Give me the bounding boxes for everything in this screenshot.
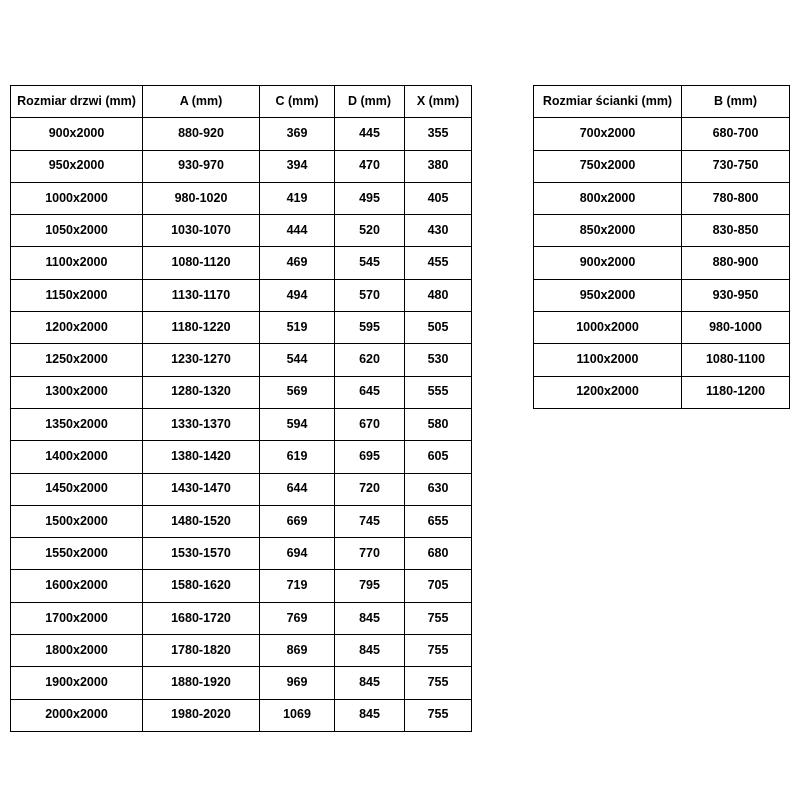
cell-door-size: 1550x2000 [11, 538, 143, 570]
cell-a: 1780-1820 [143, 635, 260, 667]
cell-a: 1280-1320 [143, 376, 260, 408]
table-row [11, 699, 472, 731]
cell-d: 445 [335, 118, 405, 150]
cell-a: 1230-1270 [143, 344, 260, 376]
cell-d: 745 [335, 505, 405, 537]
cell-a: 1130-1170 [143, 279, 260, 311]
column-header-c: C (mm) [260, 86, 335, 118]
cell-a: 880-920 [143, 118, 260, 150]
table-row [534, 279, 790, 311]
table-header-row [11, 86, 472, 118]
cell-b: 680-700 [682, 118, 790, 150]
cell-door-size: 1450x2000 [11, 473, 143, 505]
cell-c: 619 [260, 441, 335, 473]
cell-d: 670 [335, 408, 405, 440]
cell-c: 969 [260, 667, 335, 699]
cell-b: 1180-1200 [682, 376, 790, 408]
table-row [11, 182, 472, 214]
cell-b: 880-900 [682, 247, 790, 279]
column-header-d: D (mm) [335, 86, 405, 118]
table-row [534, 118, 790, 150]
cell-wall-size: 700x2000 [534, 118, 682, 150]
cell-x: 530 [405, 344, 472, 376]
cell-wall-size: 950x2000 [534, 279, 682, 311]
cell-a: 930-970 [143, 150, 260, 182]
cell-wall-size: 800x2000 [534, 182, 682, 214]
cell-b: 930-950 [682, 279, 790, 311]
cell-d: 795 [335, 570, 405, 602]
cell-x: 380 [405, 150, 472, 182]
cell-c: 669 [260, 505, 335, 537]
table-row [11, 441, 472, 473]
cell-a: 1480-1520 [143, 505, 260, 537]
cell-x: 655 [405, 505, 472, 537]
table-row [11, 312, 472, 344]
cell-door-size: 2000x2000 [11, 699, 143, 731]
cell-door-size: 1150x2000 [11, 279, 143, 311]
cell-x: 580 [405, 408, 472, 440]
cell-door-size: 1250x2000 [11, 344, 143, 376]
cell-wall-size: 1200x2000 [534, 376, 682, 408]
cell-d: 495 [335, 182, 405, 214]
cell-x: 755 [405, 635, 472, 667]
cell-d: 570 [335, 279, 405, 311]
cell-c: 644 [260, 473, 335, 505]
cell-wall-size: 850x2000 [534, 215, 682, 247]
cell-d: 520 [335, 215, 405, 247]
table-row [11, 344, 472, 376]
cell-c: 694 [260, 538, 335, 570]
cell-d: 595 [335, 312, 405, 344]
cell-b: 780-800 [682, 182, 790, 214]
cell-door-size: 1100x2000 [11, 247, 143, 279]
table-row [534, 344, 790, 376]
column-header-door-size: Rozmiar drzwi (mm) [11, 86, 143, 118]
cell-d: 470 [335, 150, 405, 182]
table-row [11, 150, 472, 182]
cell-x: 755 [405, 602, 472, 634]
cell-c: 569 [260, 376, 335, 408]
table-row [11, 247, 472, 279]
cell-x: 630 [405, 473, 472, 505]
table-header-row [534, 86, 790, 118]
cell-d: 770 [335, 538, 405, 570]
cell-x: 355 [405, 118, 472, 150]
table-row [11, 376, 472, 408]
cell-d: 620 [335, 344, 405, 376]
cell-wall-size: 1100x2000 [534, 344, 682, 376]
cell-d: 695 [335, 441, 405, 473]
wall-sizes-table-body [534, 118, 790, 409]
cell-x: 605 [405, 441, 472, 473]
table-row [11, 602, 472, 634]
wall-sizes-table [533, 85, 790, 409]
cell-c: 1069 [260, 699, 335, 731]
table-row [11, 408, 472, 440]
cell-a: 1680-1720 [143, 602, 260, 634]
cell-door-size: 950x2000 [11, 150, 143, 182]
cell-door-size: 1050x2000 [11, 215, 143, 247]
wall-sizes-table-container [533, 85, 790, 409]
cell-d: 645 [335, 376, 405, 408]
cell-d: 720 [335, 473, 405, 505]
cell-b: 830-850 [682, 215, 790, 247]
door-sizes-table [10, 85, 472, 732]
cell-c: 394 [260, 150, 335, 182]
table-row [534, 312, 790, 344]
cell-x: 555 [405, 376, 472, 408]
cell-x: 755 [405, 667, 472, 699]
cell-b: 980-1000 [682, 312, 790, 344]
table-row [534, 182, 790, 214]
table-row [534, 247, 790, 279]
cell-a: 1330-1370 [143, 408, 260, 440]
cell-c: 719 [260, 570, 335, 602]
table-row [11, 118, 472, 150]
cell-door-size: 1350x2000 [11, 408, 143, 440]
table-row [534, 150, 790, 182]
cell-x: 455 [405, 247, 472, 279]
column-header-wall-size: Rozmiar ścianki (mm) [534, 86, 682, 118]
cell-d: 845 [335, 635, 405, 667]
cell-d: 845 [335, 667, 405, 699]
door-sizes-table-body [11, 118, 472, 732]
cell-d: 845 [335, 602, 405, 634]
cell-a: 1530-1570 [143, 538, 260, 570]
table-row [534, 215, 790, 247]
cell-door-size: 1300x2000 [11, 376, 143, 408]
cell-door-size: 1000x2000 [11, 182, 143, 214]
cell-c: 519 [260, 312, 335, 344]
cell-a: 1880-1920 [143, 667, 260, 699]
cell-x: 480 [405, 279, 472, 311]
cell-a: 1980-2020 [143, 699, 260, 731]
cell-c: 544 [260, 344, 335, 376]
cell-x: 680 [405, 538, 472, 570]
cell-c: 769 [260, 602, 335, 634]
cell-a: 1180-1220 [143, 312, 260, 344]
cell-x: 430 [405, 215, 472, 247]
door-sizes-table-header [11, 86, 472, 118]
cell-door-size: 1500x2000 [11, 505, 143, 537]
cell-door-size: 1800x2000 [11, 635, 143, 667]
cell-a: 1030-1070 [143, 215, 260, 247]
cell-d: 845 [335, 699, 405, 731]
cell-x: 505 [405, 312, 472, 344]
cell-door-size: 1700x2000 [11, 602, 143, 634]
cell-door-size: 900x2000 [11, 118, 143, 150]
table-row [11, 279, 472, 311]
door-sizes-table-container [10, 85, 472, 732]
cell-door-size: 1900x2000 [11, 667, 143, 699]
cell-c: 869 [260, 635, 335, 667]
cell-door-size: 1400x2000 [11, 441, 143, 473]
cell-a: 980-1020 [143, 182, 260, 214]
table-row [11, 570, 472, 602]
cell-d: 545 [335, 247, 405, 279]
cell-b: 730-750 [682, 150, 790, 182]
cell-wall-size: 900x2000 [534, 247, 682, 279]
table-row [11, 635, 472, 667]
cell-c: 469 [260, 247, 335, 279]
cell-door-size: 1200x2000 [11, 312, 143, 344]
column-header-b: B (mm) [682, 86, 790, 118]
cell-a: 1380-1420 [143, 441, 260, 473]
wall-sizes-table-header [534, 86, 790, 118]
table-row [11, 473, 472, 505]
table-row [534, 376, 790, 408]
cell-c: 594 [260, 408, 335, 440]
cell-c: 494 [260, 279, 335, 311]
cell-x: 705 [405, 570, 472, 602]
cell-wall-size: 750x2000 [534, 150, 682, 182]
cell-x: 755 [405, 699, 472, 731]
cell-x: 405 [405, 182, 472, 214]
cell-b: 1080-1100 [682, 344, 790, 376]
cell-a: 1580-1620 [143, 570, 260, 602]
cell-a: 1080-1120 [143, 247, 260, 279]
cell-c: 444 [260, 215, 335, 247]
table-row [11, 667, 472, 699]
table-row [11, 505, 472, 537]
cell-c: 369 [260, 118, 335, 150]
cell-door-size: 1600x2000 [11, 570, 143, 602]
column-header-x: X (mm) [405, 86, 472, 118]
column-header-a: A (mm) [143, 86, 260, 118]
table-row [11, 538, 472, 570]
cell-c: 419 [260, 182, 335, 214]
cell-a: 1430-1470 [143, 473, 260, 505]
cell-wall-size: 1000x2000 [534, 312, 682, 344]
table-row [11, 215, 472, 247]
